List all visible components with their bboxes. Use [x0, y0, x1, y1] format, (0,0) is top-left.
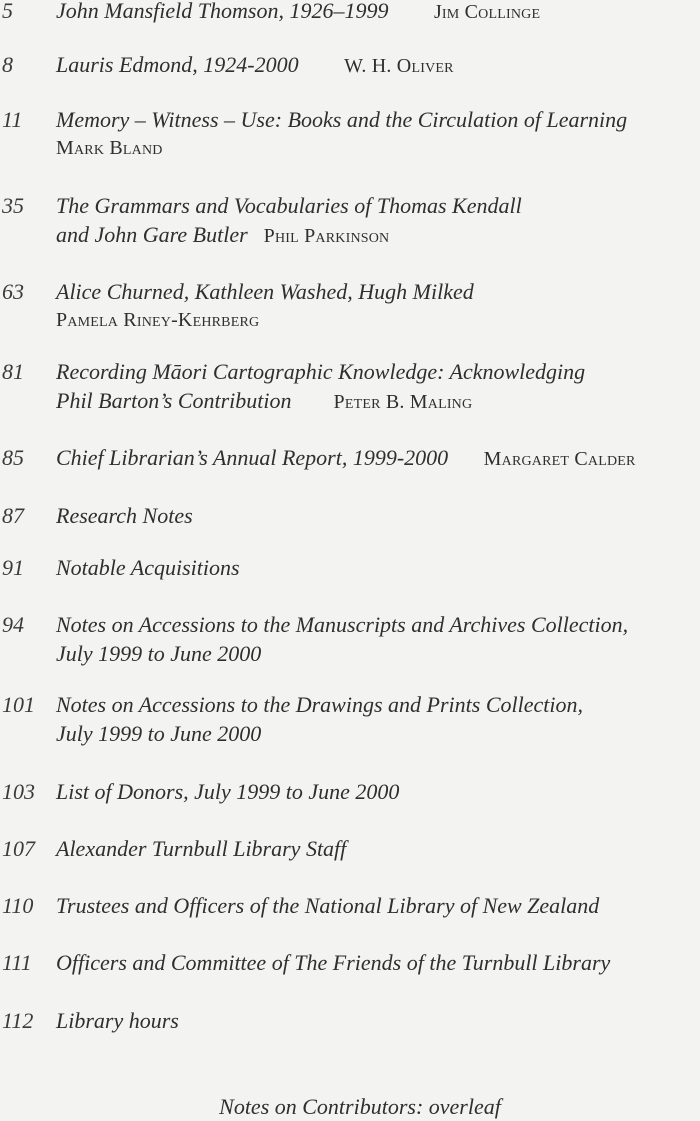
entry-title-line-2: Phil Barton’s Contribution — [56, 388, 292, 413]
entry-author: Peter B. Maling — [333, 391, 473, 413]
entry-title: Alexander Turnbull Library Staff — [56, 836, 347, 861]
entry-author: Margaret Calder — [483, 448, 636, 470]
entry-title: Memory – Witness – Use: Books and the Circulation of Learning — [56, 107, 628, 132]
page-number: 63 — [2, 279, 24, 304]
entry-title: Alice Churned, Kathleen Washed, Hugh Milked — [56, 279, 474, 304]
entry-title: John Mansfield Thomson, 1926–1999 — [56, 0, 389, 23]
page-number: 94 — [2, 612, 24, 637]
entry-title: Research Notes — [56, 503, 193, 528]
page-number: 110 — [2, 893, 34, 918]
page-number: 11 — [2, 107, 23, 132]
page-number: 5 — [2, 0, 13, 23]
page-number: 112 — [2, 1008, 34, 1033]
page-number: 91 — [2, 555, 24, 580]
entry-title: Lauris Edmond, 1924-2000 — [56, 52, 299, 77]
entry-title: List of Donors, July 1999 to June 2000 — [56, 779, 400, 804]
page-number: 101 — [2, 692, 35, 717]
entry-author: Phil Parkinson — [263, 225, 390, 247]
page-number: 85 — [2, 445, 24, 470]
page-number: 8 — [2, 52, 13, 77]
entry-title-line-2: July 1999 to June 2000 — [56, 641, 262, 666]
entry-author: Mark Bland — [56, 137, 163, 159]
entry-title-line-1: Notes on Accessions to the Drawings and Prints Collection, — [56, 692, 583, 717]
entry-title-line-2: July 1999 to June 2000 — [56, 721, 262, 746]
entry-title: Chief Librarian’s Annual Report, 1999-2000 — [56, 445, 449, 470]
page-number: 111 — [2, 950, 32, 975]
entry-title: Officers and Committee of The Friends of the Turnbull Library — [56, 950, 611, 975]
entry-title: Notable Acquisitions — [56, 555, 240, 580]
entry-title-line-2: and John Gare Butler — [56, 222, 248, 247]
entry-title-line-1: The Grammars and Vocabularies of Thomas Kendall — [56, 193, 522, 218]
entry-author: Pamela Riney-Kehrberg — [56, 309, 260, 331]
page-number: 87 — [2, 503, 24, 528]
contributors-note: Notes on Contributors: overleaf — [219, 1094, 501, 1119]
page-number: 35 — [2, 193, 24, 218]
entry-title-line-1: Recording Māori Cartographic Knowledge: Acknowledging — [56, 359, 586, 384]
entry-author: W. H. Oliver — [344, 55, 454, 77]
entry-author: Jim Collinge — [433, 1, 541, 23]
entry-title-line-1: Notes on Accessions to the Manuscripts and Archives Collection, — [56, 612, 629, 637]
page-number: 103 — [2, 779, 35, 804]
page-number: 81 — [2, 359, 24, 384]
entry-title: Trustees and Officers of the National Library of New Zealand — [56, 893, 600, 918]
entry-title: Library hours — [56, 1008, 179, 1033]
page-number: 107 — [2, 836, 35, 861]
